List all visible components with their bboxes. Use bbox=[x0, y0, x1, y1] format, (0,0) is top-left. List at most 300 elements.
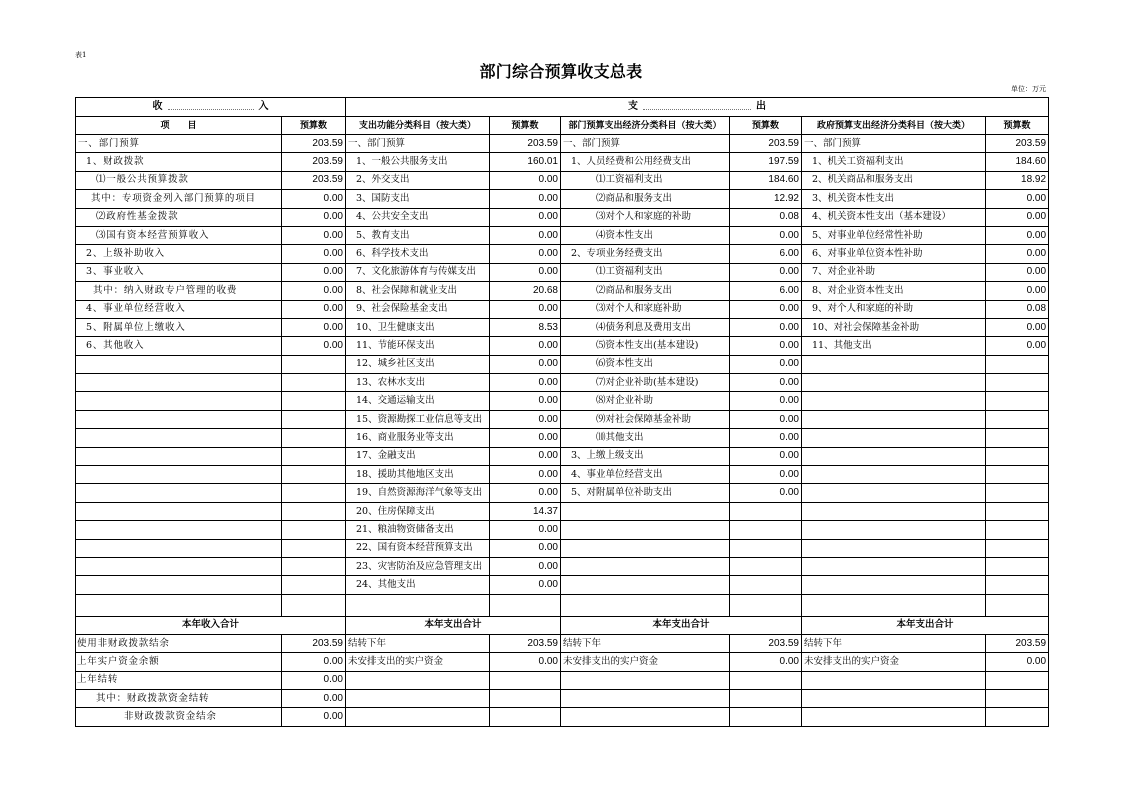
table-row bbox=[76, 190, 1049, 208]
gov-econ-budget-amount bbox=[986, 374, 1049, 392]
table-row bbox=[76, 282, 1049, 300]
gov-econ-class-label: 6、对事业单位资本性补助 bbox=[802, 245, 986, 263]
income-budget-amount bbox=[282, 539, 346, 557]
income-group-header bbox=[76, 98, 346, 117]
function-budget-amount: 0.00 bbox=[490, 208, 561, 226]
summary-row bbox=[76, 635, 1049, 653]
income-item-label: 3、事业收入 bbox=[76, 263, 282, 281]
summary-amount: 203.59 bbox=[282, 635, 346, 653]
gov-econ-class-label bbox=[802, 539, 986, 557]
function-budget-amount: 0.00 bbox=[490, 466, 561, 484]
table-row bbox=[76, 355, 1049, 373]
summary-item-label: 其中：财政拨款资金结转 bbox=[76, 689, 282, 707]
function-class-label: 8、社会保障和就业支出 bbox=[346, 282, 490, 300]
function-class-label: 19、自然资源海洋气象等支出 bbox=[346, 484, 490, 502]
budget-summary-table bbox=[75, 97, 1049, 727]
summary-item-label bbox=[802, 689, 986, 707]
page-title: 部门综合预算收支总表 bbox=[479, 62, 643, 81]
function-class-label: 6、科学技术支出 bbox=[346, 245, 490, 263]
totals-header-row bbox=[76, 616, 1049, 634]
gov-econ-class-label: 4、机关资本性支出（基本建设） bbox=[802, 208, 986, 226]
gov-econ-budget-amount: 0.00 bbox=[986, 263, 1049, 281]
income-item-label: 4、事业单位经营收入 bbox=[76, 300, 282, 318]
gov-econ-class-label: 3、机关资本性支出 bbox=[802, 190, 986, 208]
table-row bbox=[76, 153, 1049, 171]
summary-item-label: 使用非财政拨款结余 bbox=[76, 635, 282, 653]
income-item-label: 1、财政拨款 bbox=[76, 153, 282, 171]
empty-cell bbox=[986, 594, 1049, 616]
dept-econ-budget-amount: 0.00 bbox=[730, 447, 802, 465]
dept-econ-budget-amount: 0.08 bbox=[730, 208, 802, 226]
income-budget-amount: 0.00 bbox=[282, 282, 346, 300]
income-item-label bbox=[76, 429, 282, 447]
table-row bbox=[76, 576, 1049, 594]
function-budget-amount: 0.00 bbox=[490, 300, 561, 318]
table-row bbox=[76, 484, 1049, 502]
dept-econ-total-header: 本年支出合计 bbox=[561, 616, 802, 634]
income-item-label bbox=[76, 374, 282, 392]
function-class-label: 18、援助其他地区支出 bbox=[346, 466, 490, 484]
dept-econ-class-label: 3、上缴上级支出 bbox=[561, 447, 730, 465]
function-budget-amount: 0.00 bbox=[490, 557, 561, 575]
gov-econ-budget-amount: 18.92 bbox=[986, 171, 1049, 189]
expense-group-header bbox=[346, 98, 1049, 117]
function-budget-amount: 0.00 bbox=[490, 539, 561, 557]
dept-econ-budget-amount: 0.00 bbox=[730, 466, 802, 484]
empty-cell bbox=[282, 594, 346, 616]
dept-econ-class-label: ⑽其他支出 bbox=[561, 429, 730, 447]
gov-econ-budget-amount: 0.08 bbox=[986, 300, 1049, 318]
dept-econ-budget-amount: 0.00 bbox=[730, 392, 802, 410]
gov-econ-class-label bbox=[802, 355, 986, 373]
gov-econ-budget-amount bbox=[986, 355, 1049, 373]
gov-econ-budget-amount: 0.00 bbox=[986, 190, 1049, 208]
dept-econ-class-label: ⑷资本性支出 bbox=[561, 226, 730, 244]
income-budget-amount: 0.00 bbox=[282, 245, 346, 263]
function-class-label: 16、商业服务业等支出 bbox=[346, 429, 490, 447]
income-header-char-end: 入 bbox=[258, 101, 269, 112]
gov-econ-class-label bbox=[802, 484, 986, 502]
income-budget-amount: 0.00 bbox=[282, 263, 346, 281]
summary-amount: 0.00 bbox=[282, 671, 346, 689]
income-budget-amount bbox=[282, 557, 346, 575]
dept-econ-class-label: ⑺对企业补助(基本建设) bbox=[561, 374, 730, 392]
summary-item-label bbox=[561, 671, 730, 689]
gov-econ-class-label bbox=[802, 429, 986, 447]
income-item-label bbox=[76, 576, 282, 594]
dept-econ-class-label: 2、专项业务经费支出 bbox=[561, 245, 730, 263]
summary-item-label bbox=[561, 689, 730, 707]
summary-item-label: 结转下年 bbox=[346, 635, 490, 653]
function-budget-amount: 0.00 bbox=[490, 521, 561, 539]
summary-item-label: 上年结转 bbox=[76, 671, 282, 689]
table-row bbox=[76, 447, 1049, 465]
function-class-label: 12、城乡社区支出 bbox=[346, 355, 490, 373]
gov-econ-budget-amount bbox=[986, 521, 1049, 539]
summary-item-label: 未安排支出的实户资金 bbox=[802, 653, 986, 671]
gov-econ-class-label: 11、其他支出 bbox=[802, 337, 986, 355]
income-budget-amount bbox=[282, 484, 346, 502]
dept-econ-budget-amount bbox=[730, 557, 802, 575]
income-budget-amount: 0.00 bbox=[282, 226, 346, 244]
col-header-income-amount: 预算数 bbox=[282, 117, 346, 135]
income-item-label bbox=[76, 484, 282, 502]
dept-econ-class-label bbox=[561, 576, 730, 594]
income-budget-amount: 203.59 bbox=[282, 153, 346, 171]
gov-econ-class-label bbox=[802, 557, 986, 575]
function-class-label: 9、社会保险基金支出 bbox=[346, 300, 490, 318]
summary-amount: 203.59 bbox=[490, 635, 561, 653]
dept-econ-budget-amount: 0.00 bbox=[730, 263, 802, 281]
summary-item-label bbox=[802, 708, 986, 726]
function-budget-amount: 0.00 bbox=[490, 447, 561, 465]
gov-econ-class-label: 7、对企业补助 bbox=[802, 263, 986, 281]
income-budget-amount bbox=[282, 392, 346, 410]
function-class-label: 10、卫生健康支出 bbox=[346, 318, 490, 336]
summary-item-label: 未安排支出的实户资金 bbox=[561, 653, 730, 671]
income-item-label: 6、其他收入 bbox=[76, 337, 282, 355]
gov-econ-budget-amount: 0.00 bbox=[986, 245, 1049, 263]
gov-econ-total-header: 本年支出合计 bbox=[802, 616, 1049, 634]
unit-label: 单位：万元 bbox=[1011, 85, 1046, 93]
income-budget-amount bbox=[282, 355, 346, 373]
income-budget-amount: 0.00 bbox=[282, 300, 346, 318]
col-header-gov-econ-amount: 预算数 bbox=[986, 117, 1049, 135]
table-row bbox=[76, 502, 1049, 520]
summary-item-label bbox=[561, 708, 730, 726]
function-budget-amount: 0.00 bbox=[490, 484, 561, 502]
dept-econ-class-label bbox=[561, 502, 730, 520]
function-budget-amount: 8.53 bbox=[490, 318, 561, 336]
dept-econ-budget-amount: 0.00 bbox=[730, 318, 802, 336]
summary-amount bbox=[490, 708, 561, 726]
summary-amount bbox=[730, 671, 802, 689]
function-class-label: 24、其他支出 bbox=[346, 576, 490, 594]
expense-header-char-end: 出 bbox=[756, 101, 767, 112]
dept-econ-budget-amount: 0.00 bbox=[730, 337, 802, 355]
summary-item-label bbox=[346, 689, 490, 707]
income-budget-amount: 203.59 bbox=[282, 171, 346, 189]
dept-econ-class-label: ⑼对社会保障基金补助 bbox=[561, 410, 730, 428]
table-row bbox=[76, 521, 1049, 539]
function-class-label: 2、外交支出 bbox=[346, 171, 490, 189]
summary-row bbox=[76, 671, 1049, 689]
function-class-label: 4、公共安全支出 bbox=[346, 208, 490, 226]
gov-econ-budget-amount bbox=[986, 392, 1049, 410]
table-row bbox=[76, 208, 1049, 226]
summary-item-label: 非财政拨款资金结余 bbox=[76, 708, 282, 726]
gov-econ-budget-amount: 0.00 bbox=[986, 226, 1049, 244]
gov-econ-class-label: 一、部门预算 bbox=[802, 135, 986, 153]
gov-econ-class-label bbox=[802, 502, 986, 520]
income-budget-amount bbox=[282, 576, 346, 594]
summary-amount bbox=[986, 671, 1049, 689]
dept-econ-class-label bbox=[561, 557, 730, 575]
col-header-income-item: 项 目 bbox=[76, 117, 282, 135]
gov-econ-class-label: 8、对企业资本性支出 bbox=[802, 282, 986, 300]
income-budget-amount: 0.00 bbox=[282, 337, 346, 355]
table-row bbox=[76, 337, 1049, 355]
function-budget-amount: 0.00 bbox=[490, 263, 561, 281]
summary-item-label: 上年实户资金余额 bbox=[76, 653, 282, 671]
income-item-label bbox=[76, 521, 282, 539]
gov-econ-budget-amount: 184.60 bbox=[986, 153, 1049, 171]
summary-item-label bbox=[802, 671, 986, 689]
function-class-label: 17、金融支出 bbox=[346, 447, 490, 465]
gov-econ-class-label: 9、对个人和家庭的补助 bbox=[802, 300, 986, 318]
summary-item-label: 未安排支出的实户资金 bbox=[346, 653, 490, 671]
income-budget-amount bbox=[282, 429, 346, 447]
col-header-function-amount: 预算数 bbox=[490, 117, 561, 135]
gov-econ-class-label bbox=[802, 392, 986, 410]
dept-econ-budget-amount: 0.00 bbox=[730, 429, 802, 447]
dept-econ-class-label: ⑵商品和服务支出 bbox=[561, 190, 730, 208]
gov-econ-class-label bbox=[802, 576, 986, 594]
function-budget-amount: 203.59 bbox=[490, 135, 561, 153]
function-budget-amount: 0.00 bbox=[490, 392, 561, 410]
empty-cell bbox=[561, 594, 730, 616]
dept-econ-budget-amount: 197.59 bbox=[730, 153, 802, 171]
income-budget-amount: 203.59 bbox=[282, 135, 346, 153]
income-group-label bbox=[153, 101, 269, 113]
gov-econ-budget-amount bbox=[986, 557, 1049, 575]
function-budget-amount: 0.00 bbox=[490, 429, 561, 447]
income-item-label: ⑴一般公共预算拨款 bbox=[76, 171, 282, 189]
dept-econ-budget-amount: 0.00 bbox=[730, 355, 802, 373]
empty-cell bbox=[802, 594, 986, 616]
function-total-header: 本年支出合计 bbox=[346, 616, 561, 634]
dept-econ-class-label: 4、事业单位经营支出 bbox=[561, 466, 730, 484]
income-item-label bbox=[76, 447, 282, 465]
income-item-label bbox=[76, 466, 282, 484]
function-budget-amount: 0.00 bbox=[490, 576, 561, 594]
empty-cell bbox=[490, 594, 561, 616]
gov-econ-class-label: 2、机关商品和服务支出 bbox=[802, 171, 986, 189]
income-budget-amount bbox=[282, 502, 346, 520]
dept-econ-class-label bbox=[561, 521, 730, 539]
function-budget-amount: 0.00 bbox=[490, 226, 561, 244]
dept-econ-budget-amount: 0.00 bbox=[730, 226, 802, 244]
income-budget-amount bbox=[282, 374, 346, 392]
income-item-label: 5、附属单位上缴收入 bbox=[76, 318, 282, 336]
spacer-row bbox=[76, 594, 1049, 616]
function-budget-amount: 0.00 bbox=[490, 171, 561, 189]
function-class-label: 13、农林水支出 bbox=[346, 374, 490, 392]
income-budget-amount bbox=[282, 447, 346, 465]
col-header-function-class: 支出功能分类科目（按大类） bbox=[346, 117, 490, 135]
summary-amount: 0.00 bbox=[282, 708, 346, 726]
summary-item-label: 结转下年 bbox=[561, 635, 730, 653]
table-row bbox=[76, 171, 1049, 189]
dept-econ-class-label: ⑹资本性支出 bbox=[561, 355, 730, 373]
function-class-label: 14、交通运输支出 bbox=[346, 392, 490, 410]
income-budget-amount: 0.00 bbox=[282, 318, 346, 336]
group-header-row bbox=[76, 98, 1049, 117]
col-header-gov-econ-class: 政府预算支出经济分类科目（按大类） bbox=[802, 117, 986, 135]
function-budget-amount: 0.00 bbox=[490, 337, 561, 355]
empty-cell bbox=[730, 594, 802, 616]
gov-econ-budget-amount bbox=[986, 410, 1049, 428]
dept-econ-budget-amount bbox=[730, 539, 802, 557]
function-class-label: 21、粮油物资储备支出 bbox=[346, 521, 490, 539]
table-row bbox=[76, 392, 1049, 410]
income-item-label bbox=[76, 410, 282, 428]
function-class-label: 一、部门预算 bbox=[346, 135, 490, 153]
dept-econ-budget-amount: 0.00 bbox=[730, 410, 802, 428]
table-row bbox=[76, 300, 1049, 318]
expense-group-label bbox=[628, 101, 766, 113]
table-row bbox=[76, 557, 1049, 575]
summary-amount: 0.00 bbox=[730, 653, 802, 671]
dept-econ-class-label: 5、对附属单位补助支出 bbox=[561, 484, 730, 502]
table-row bbox=[76, 410, 1049, 428]
summary-amount: 203.59 bbox=[986, 635, 1049, 653]
gov-econ-budget-amount bbox=[986, 429, 1049, 447]
table-row bbox=[76, 429, 1049, 447]
dept-econ-budget-amount bbox=[730, 576, 802, 594]
dept-econ-budget-amount: 184.60 bbox=[730, 171, 802, 189]
income-item-label bbox=[76, 539, 282, 557]
dept-econ-class-label: ⑻对企业补助 bbox=[561, 392, 730, 410]
dept-econ-class-label: ⑵商品和服务支出 bbox=[561, 282, 730, 300]
function-class-label: 3、国防支出 bbox=[346, 190, 490, 208]
dept-econ-class-label bbox=[561, 539, 730, 557]
summary-row bbox=[76, 708, 1049, 726]
summary-amount bbox=[490, 689, 561, 707]
dotted-leader bbox=[643, 109, 751, 110]
income-item-label bbox=[76, 502, 282, 520]
column-header-row bbox=[76, 117, 1049, 135]
income-header-char-start: 收 bbox=[152, 101, 163, 112]
summary-amount: 0.00 bbox=[490, 653, 561, 671]
summary-amount bbox=[490, 671, 561, 689]
table-row bbox=[76, 318, 1049, 336]
summary-row bbox=[76, 653, 1049, 671]
empty-cell bbox=[76, 594, 282, 616]
gov-econ-budget-amount bbox=[986, 576, 1049, 594]
dept-econ-budget-amount bbox=[730, 521, 802, 539]
gov-econ-class-label bbox=[802, 410, 986, 428]
gov-econ-budget-amount bbox=[986, 502, 1049, 520]
col-header-dept-econ-class: 部门预算支出经济分类科目（按大类） bbox=[561, 117, 730, 135]
table-row bbox=[76, 466, 1049, 484]
dept-econ-budget-amount: 6.00 bbox=[730, 245, 802, 263]
dept-econ-class-label: ⑶对个人和家庭补助 bbox=[561, 300, 730, 318]
income-item-label: 其中：专项资金列入部门预算的项目 bbox=[76, 190, 282, 208]
empty-cell bbox=[346, 594, 490, 616]
gov-econ-class-label bbox=[802, 466, 986, 484]
gov-econ-class-label bbox=[802, 447, 986, 465]
summary-row bbox=[76, 689, 1049, 707]
table-row bbox=[76, 245, 1049, 263]
summary-item-label bbox=[346, 708, 490, 726]
dept-econ-budget-amount: 6.00 bbox=[730, 282, 802, 300]
dept-econ-class-label: 一、部门预算 bbox=[561, 135, 730, 153]
income-item-label bbox=[76, 355, 282, 373]
income-budget-amount bbox=[282, 466, 346, 484]
gov-econ-class-label: 1、机关工资福利支出 bbox=[802, 153, 986, 171]
income-item-label: ⑵政府性基金拨款 bbox=[76, 208, 282, 226]
summary-amount bbox=[986, 708, 1049, 726]
income-budget-amount: 0.00 bbox=[282, 208, 346, 226]
table-row bbox=[76, 263, 1049, 281]
function-class-label: 1、一般公共服务支出 bbox=[346, 153, 490, 171]
function-budget-amount: 20.68 bbox=[490, 282, 561, 300]
dept-econ-class-label: ⑴工资福利支出 bbox=[561, 263, 730, 281]
dept-econ-class-label: ⑸资本性支出(基本建设) bbox=[561, 337, 730, 355]
income-budget-amount bbox=[282, 521, 346, 539]
function-budget-amount: 0.00 bbox=[490, 374, 561, 392]
table-number: 表1 bbox=[75, 51, 87, 59]
function-class-label: 22、国有资本经营预算支出 bbox=[346, 539, 490, 557]
table-row bbox=[76, 374, 1049, 392]
dept-econ-budget-amount: 0.00 bbox=[730, 300, 802, 318]
dept-econ-class-label: 1、人员经费和公用经费支出 bbox=[561, 153, 730, 171]
function-class-label: 15、资源勘探工业信息等支出 bbox=[346, 410, 490, 428]
gov-econ-budget-amount: 0.00 bbox=[986, 318, 1049, 336]
summary-amount: 203.59 bbox=[730, 635, 802, 653]
table-row bbox=[76, 135, 1049, 153]
income-item-label bbox=[76, 392, 282, 410]
function-class-label: 20、住房保障支出 bbox=[346, 502, 490, 520]
function-class-label: 7、文化旅游体育与传媒支出 bbox=[346, 263, 490, 281]
dept-econ-budget-amount: 12.92 bbox=[730, 190, 802, 208]
summary-amount: 0.00 bbox=[282, 653, 346, 671]
summary-item-label bbox=[346, 671, 490, 689]
function-class-label: 11、节能环保支出 bbox=[346, 337, 490, 355]
income-budget-amount bbox=[282, 410, 346, 428]
dept-econ-class-label: ⑴工资福利支出 bbox=[561, 171, 730, 189]
gov-econ-class-label: 5、对事业单位经常性补助 bbox=[802, 226, 986, 244]
function-class-label: 23、灾害防治及应急管理支出 bbox=[346, 557, 490, 575]
function-budget-amount: 0.00 bbox=[490, 190, 561, 208]
summary-amount: 0.00 bbox=[986, 653, 1049, 671]
gov-econ-budget-amount: 203.59 bbox=[986, 135, 1049, 153]
income-item-label: 其中：纳入财政专户管理的收费 bbox=[76, 282, 282, 300]
summary-amount bbox=[986, 689, 1049, 707]
gov-econ-class-label: 10、对社会保障基金补助 bbox=[802, 318, 986, 336]
gov-econ-budget-amount: 0.00 bbox=[986, 337, 1049, 355]
summary-amount bbox=[730, 708, 802, 726]
income-budget-amount: 0.00 bbox=[282, 190, 346, 208]
function-budget-amount: 0.00 bbox=[490, 410, 561, 428]
income-item-label: 2、上级补助收入 bbox=[76, 245, 282, 263]
summary-amount: 0.00 bbox=[282, 689, 346, 707]
table-row bbox=[76, 539, 1049, 557]
col-header-dept-econ-amount: 预算数 bbox=[730, 117, 802, 135]
function-budget-amount: 0.00 bbox=[490, 245, 561, 263]
income-total-header: 本年收入合计 bbox=[76, 616, 346, 634]
gov-econ-budget-amount: 0.00 bbox=[986, 208, 1049, 226]
dept-econ-budget-amount bbox=[730, 502, 802, 520]
function-budget-amount: 0.00 bbox=[490, 355, 561, 373]
gov-econ-budget-amount bbox=[986, 447, 1049, 465]
dept-econ-class-label: ⑶对个人和家庭的补助 bbox=[561, 208, 730, 226]
summary-item-label: 结转下年 bbox=[802, 635, 986, 653]
gov-econ-budget-amount bbox=[986, 484, 1049, 502]
dept-econ-budget-amount: 0.00 bbox=[730, 484, 802, 502]
dept-econ-budget-amount: 0.00 bbox=[730, 374, 802, 392]
dept-econ-budget-amount: 203.59 bbox=[730, 135, 802, 153]
gov-econ-budget-amount: 0.00 bbox=[986, 282, 1049, 300]
dept-econ-class-label: ⑷债务利息及费用支出 bbox=[561, 318, 730, 336]
expense-header-char-start: 支 bbox=[628, 101, 639, 112]
function-class-label: 5、教育支出 bbox=[346, 226, 490, 244]
table-row bbox=[76, 226, 1049, 244]
gov-econ-budget-amount bbox=[986, 466, 1049, 484]
dotted-leader bbox=[168, 109, 254, 110]
function-budget-amount: 160.01 bbox=[490, 153, 561, 171]
